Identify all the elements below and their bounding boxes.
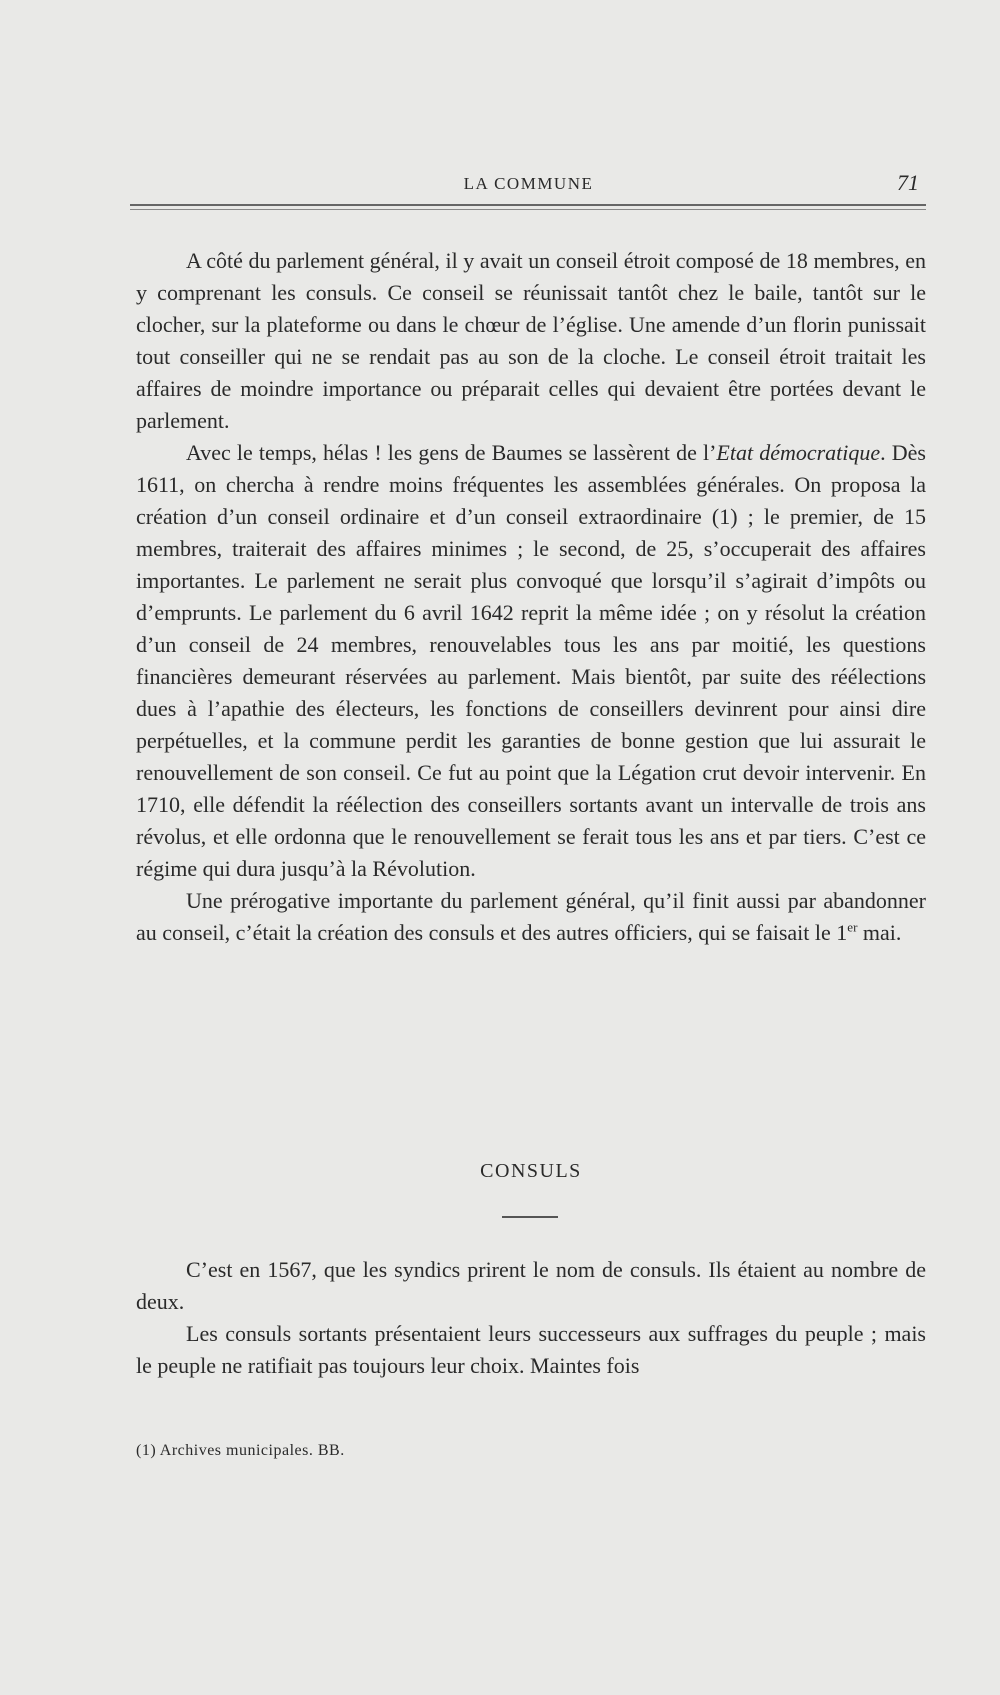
main-text [136, 245, 926, 949]
page-number: 71 [897, 170, 919, 195]
running-header [132, 170, 925, 198]
paragraph [136, 437, 926, 885]
superscript: er [847, 919, 858, 935]
paragraph-italic: Etat démocratique [716, 440, 881, 465]
section-title: CONSULS [480, 1160, 582, 1182]
paragraph: C’est en 1567, que les syndics prirent le nom de consuls. Ils étaient au nombre de deux. [136, 1257, 926, 1314]
paragraph-lead: Avec le temps, hélas ! les gens de Baumes se lassèrent de l’ [186, 440, 717, 465]
footnote: (1) Archives municipales. BB. [136, 1442, 345, 1459]
paragraph-rest: . Dès 1611, on chercha à rendre moins fréquentes les assemblées générales. On proposa la création d’un conseil ordinaire et d’un conseil extraordinaire (1) ; le premier, de 15 membres, traiterait des affaires minimes ; le second, de 25, s’occuperait des affaires importantes. Le parlement ne serait plus convoqué que lorsqu’il s’agirait d’impôts ou d’emprunts. Le parlement du 6 avril 1642 reprit la même idée ; on y résolut la création d’un conseil de 24 membres, renouvelables tous les ans par moitié, les questions financières demeurant réservées au parlement. Mais bientôt, par suite des réélections dues à l’apathie des électeurs, les fonctions de conseillers devinrent pour ainsi dire perpétuelles, et la commune perdit les garanties de bonne gestion que lui assurait le renouvellement de son conseil. Ce fut au point que la Légation crut devoir intervenir. En 1710, elle défendit la réélection des conseillers sortants avant un intervalle de trois ans révolus, et elle ordonna que le renouvellement se ferait tous les ans et par tiers. C’est ce régime qui dura jusqu’à la Révolution. [136, 440, 926, 881]
paragraph: A côté du parlement général, il y avait un conseil étroit composé de 18 membres, en y comprenant les consuls. Ce conseil se réunissait tantôt chez le baile, tantôt sur le clocher, sur la plateforme ou dans le chœur de l’église. Une amende d’un florin punissait tout conseiller qui ne se rendait pas au son de la cloche. Le conseil étroit traitait les affaires de moindre importance ou préparait celles qui devaient être portées devant le parlement. [136, 248, 926, 433]
paragraph: Les consuls sortants présentaient leurs successeurs aux suffrages du peuple ; mais le peuple ne ratifiait pas toujours leur choix. Maintes fois [136, 1321, 926, 1378]
header-title: LA COMMUNE [463, 174, 594, 193]
header-rule [130, 204, 926, 210]
paragraph-tail: mai. [857, 920, 902, 945]
section-text [136, 1254, 926, 1382]
paragraph-text: Une prérogative importante du parlement général, qu’il finit aussi par abandonner au conseil, c’était la création des consuls et des autres officiers, qui se faisait le 1 [136, 888, 926, 945]
paragraph [136, 885, 926, 949]
section-rule [502, 1216, 558, 1218]
